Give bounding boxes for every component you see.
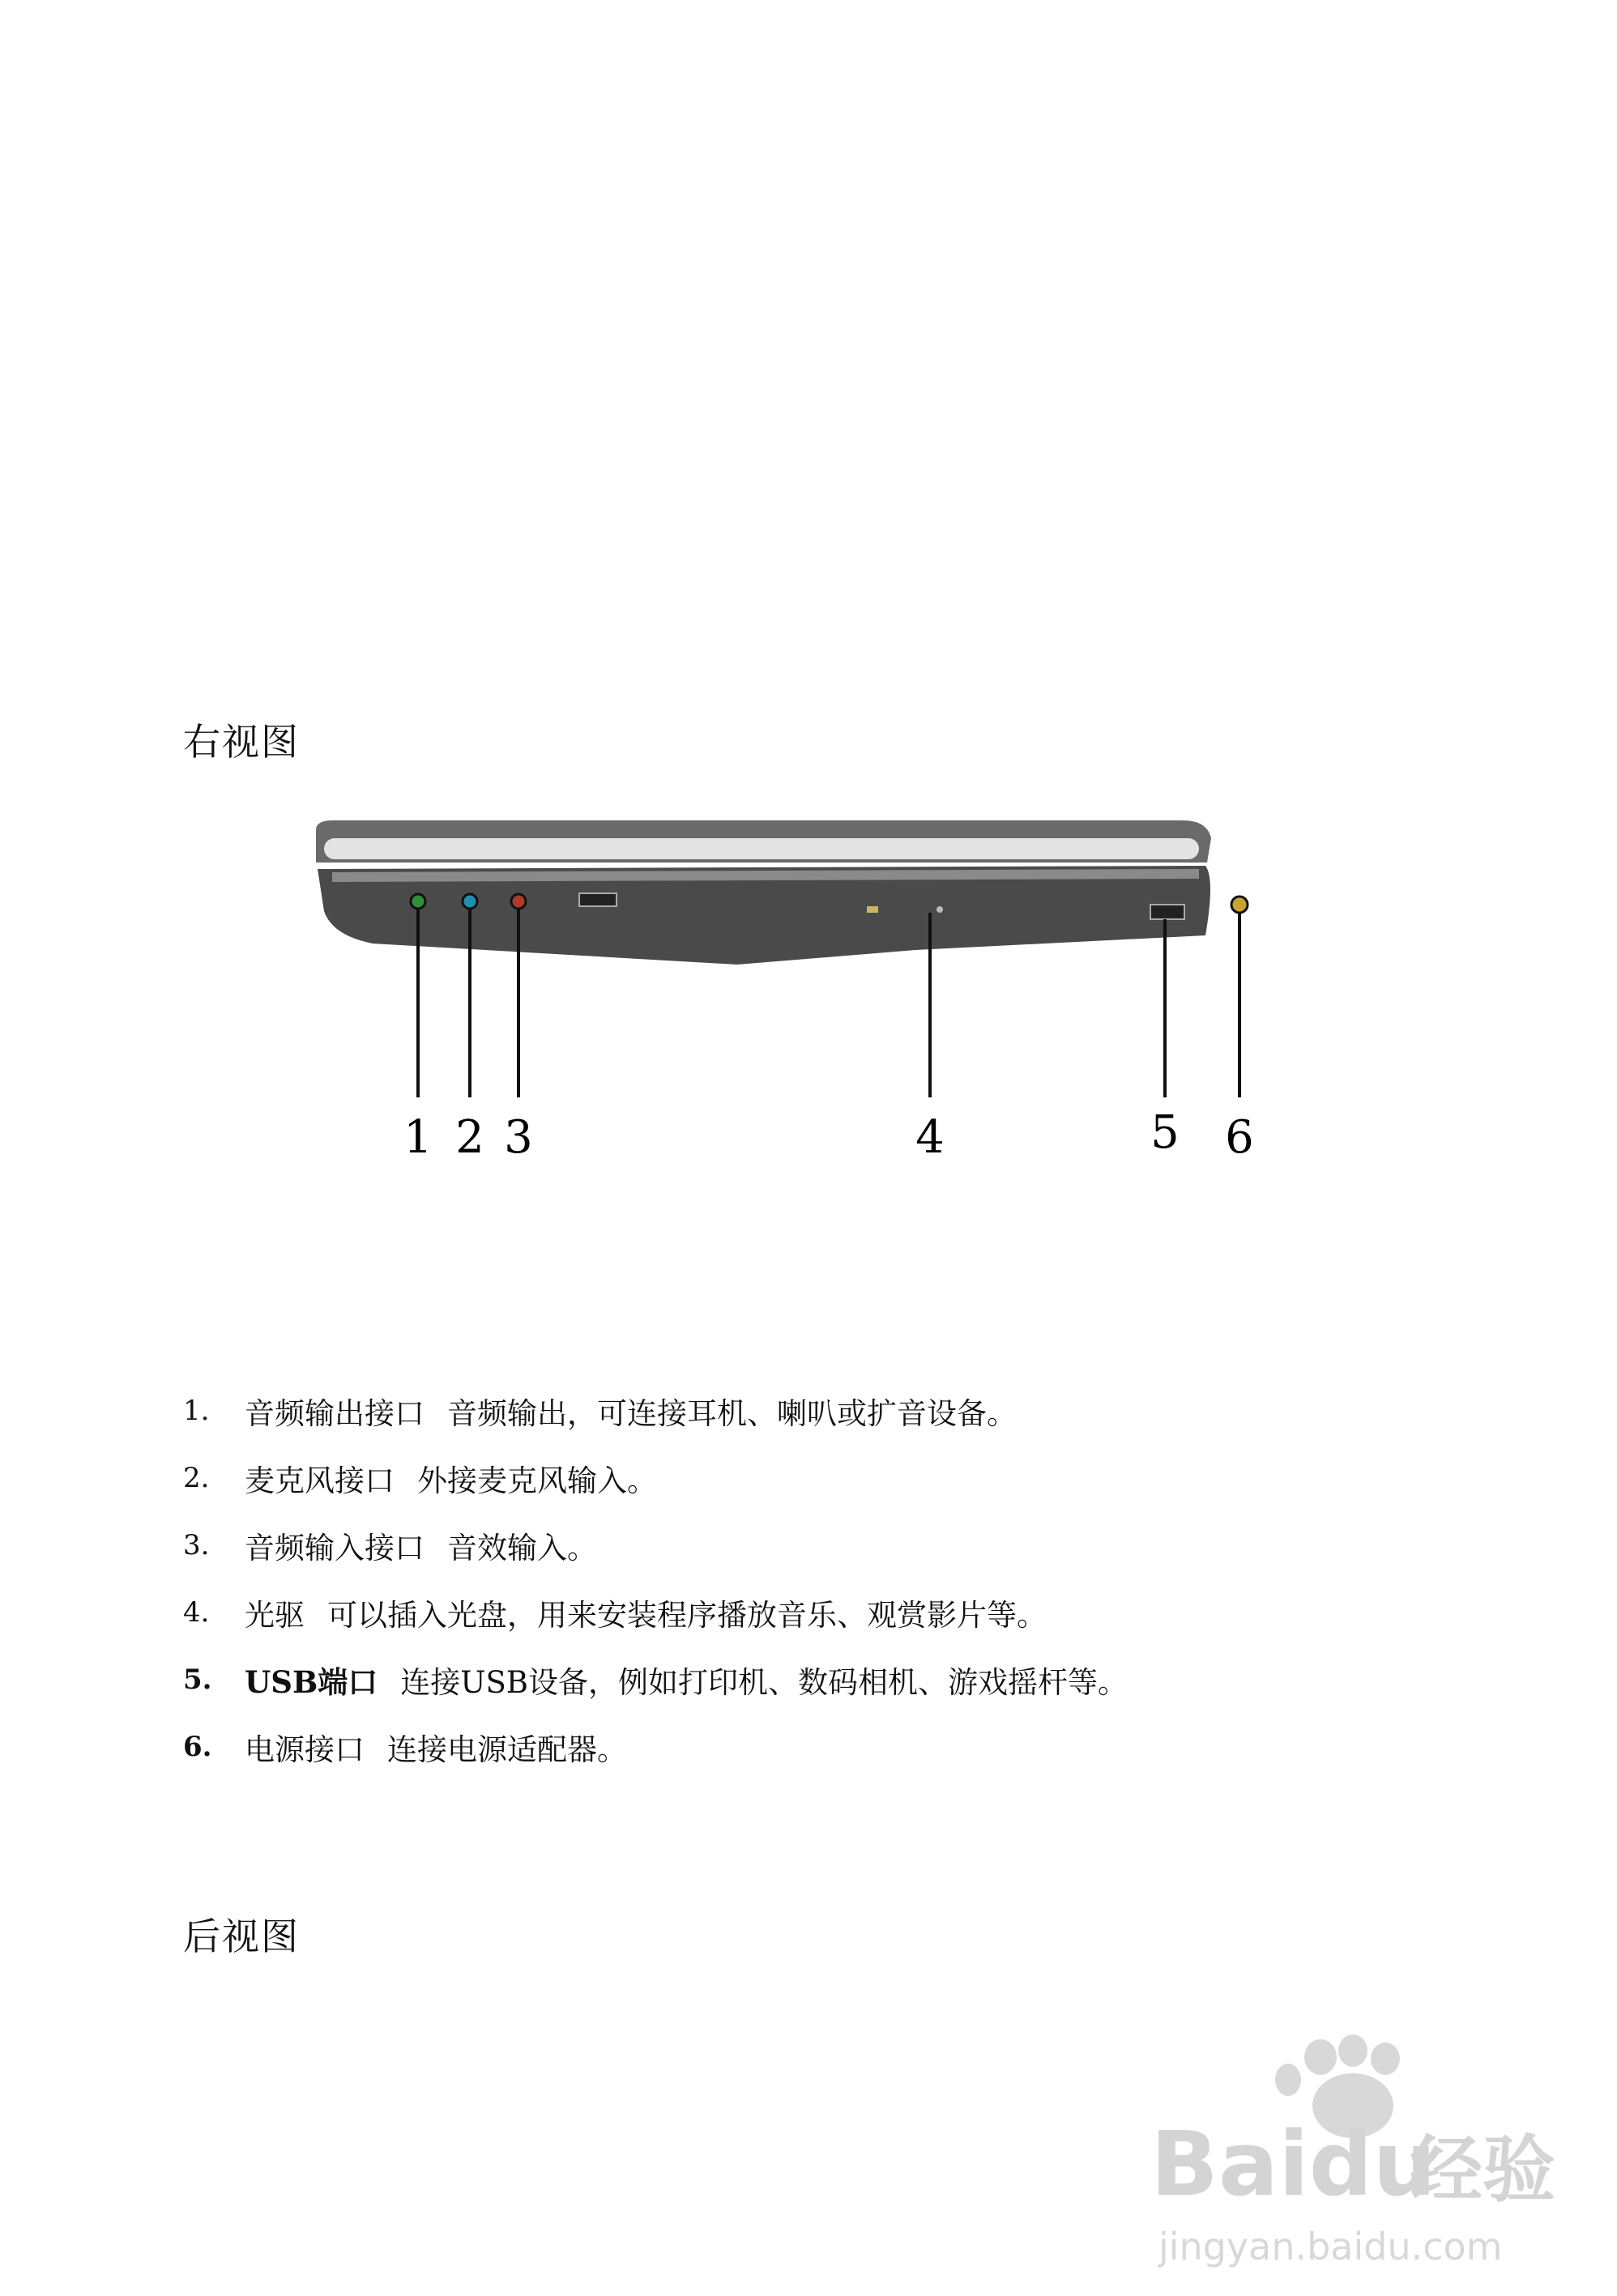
item-number: 3. [183, 1528, 210, 1561]
optical-drive-eject [936, 906, 943, 913]
port-description-list [183, 1377, 1128, 1780]
power-jack [1231, 897, 1248, 913]
item-number: 6. [183, 1730, 212, 1763]
optical-drive-led [867, 906, 878, 913]
item-description: 连接USB设备，例如打印机、数码相机、游戏摇杆等。 [400, 1664, 1128, 1700]
list-item [183, 1377, 1128, 1444]
usb-port-left [579, 893, 617, 906]
item-term: 音频输入接口 [245, 1530, 425, 1565]
list-item [183, 1646, 1128, 1713]
list-item [183, 1511, 1128, 1578]
item-description: 连接电源适配器。 [387, 1732, 627, 1767]
mic-port [463, 894, 477, 909]
item-term: USB端口 [245, 1663, 378, 1700]
item-description: 可以插入光盘，用来安装程序播放音乐、观赏影片等。 [327, 1597, 1047, 1633]
item-term: 电源接口 [245, 1732, 365, 1767]
callout-3: 3 [504, 1111, 533, 1164]
item-term: 音频输出接口 [245, 1395, 425, 1431]
list-item [183, 1578, 1128, 1646]
item-term: 光驱 [245, 1597, 305, 1633]
item-description: 外接麦克风输入。 [417, 1463, 657, 1498]
item-number: 5. [183, 1663, 212, 1696]
callout-1: 1 [403, 1111, 433, 1164]
lid-silver-strip [324, 838, 1199, 859]
item-number: 4. [183, 1595, 210, 1629]
usb-port-right [1150, 905, 1184, 919]
callout-5: 5 [1150, 1106, 1180, 1159]
item-number: 1. [183, 1394, 210, 1427]
watermark-brand: Baidu [1150, 2112, 1436, 2216]
rear-view-title: 后视图 [183, 1915, 300, 1958]
item-term: 麦克风接口 [245, 1463, 395, 1498]
audio-out-port [411, 894, 425, 909]
watermark-url: jingyan.baidu.com [1158, 2225, 1503, 2268]
baidu-jingyan-watermark [1150, 2041, 1555, 2284]
list-item [183, 1444, 1128, 1511]
item-number: 2. [183, 1461, 210, 1494]
item-description: 音效输入。 [447, 1530, 597, 1565]
right-view-title: 右视图 [183, 720, 300, 764]
list-item [183, 1713, 1128, 1780]
callout-4: 4 [915, 1111, 945, 1164]
watermark-cn: 经验 [1410, 2128, 1555, 2213]
audio-in-port [511, 894, 526, 909]
item-description: 音频输出，可连接耳机、喇叭或扩音设备。 [447, 1395, 1017, 1431]
laptop-right-side-figure [300, 806, 1345, 1162]
callout-6: 6 [1225, 1111, 1254, 1164]
callout-2: 2 [455, 1111, 484, 1164]
